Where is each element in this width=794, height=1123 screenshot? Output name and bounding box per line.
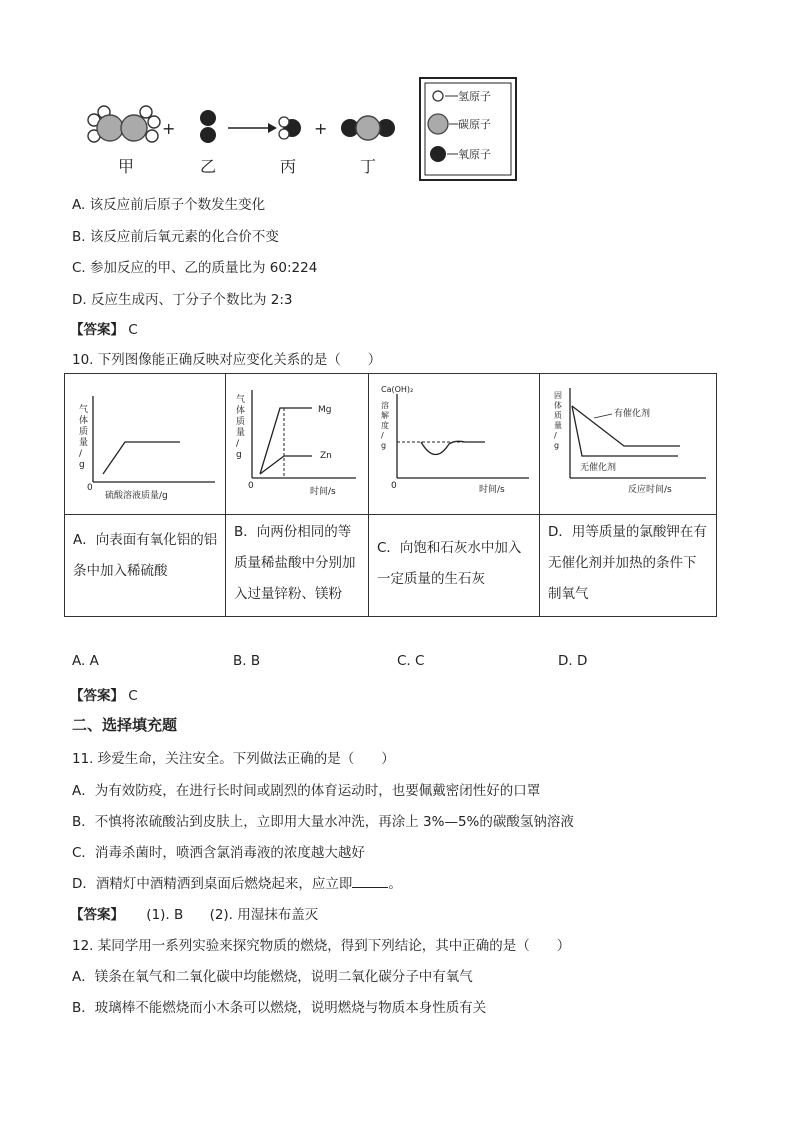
q9-option-d: D. 反应生成丙、丁分子个数比为 2:3 [72, 292, 293, 308]
molecule-ding [341, 116, 395, 140]
graph-d [540, 374, 716, 510]
q10-choice-d: D. D [558, 653, 588, 669]
q11-option-a: A．为有效防疫，在进行长时间或剧烈的体育运动时，也要佩戴密闭性好的口罩 [72, 783, 541, 799]
caption-b [226, 515, 369, 617]
label-yi: 乙 [200, 157, 217, 176]
svg-text:气体质量/g: 气体质量/ g [236, 395, 246, 460]
caption-d-line2: 无催化剂并加热的条件下 [548, 555, 697, 571]
answer-blank[interactable] [352, 875, 388, 888]
atom-legend [420, 78, 516, 180]
caption-b-line1: B．向两份相同的等 [234, 524, 352, 540]
caption-d-line3: 制氧气 [548, 586, 589, 602]
graph-b-mg: Mg [318, 405, 332, 415]
graph-b [226, 374, 368, 510]
caption-c [369, 515, 540, 617]
q9-option-c: C. 参加反应的甲、乙的质量比为 60:224 [72, 260, 318, 276]
graph-b-xlabel: 时间/s [310, 487, 336, 497]
graph-cell-d [540, 374, 717, 515]
caption-d-line1: D．用等质量的氯酸钾在有 [548, 524, 707, 540]
q11-option-d-text: D．酒精灯中酒精洒到桌面后燃烧起来，应立即 [72, 876, 353, 892]
caption-a-line2: 条中加入稀硫酸 [73, 563, 168, 579]
graph-b-zn: Zn [320, 451, 332, 461]
legend-c: 碳原子 [458, 118, 491, 131]
molecule-yi [200, 110, 216, 143]
molecule-jia [88, 106, 160, 142]
q9-answer [70, 318, 138, 338]
legend-h: 氢原子 [458, 90, 491, 103]
graph-c-xlabel: 时间/s [479, 485, 505, 495]
graph-cell-c [369, 374, 540, 515]
svg-text:溶解度/g: 溶解度/ g [381, 401, 389, 450]
q12-option-a: A．镁条在氧气和二氧化碳中均能燃烧，说明二氧化碳分子中有氧气 [72, 969, 473, 985]
svg-text:固体质量/g: 固体质量/ g [554, 391, 562, 450]
q11-stem: 11. 珍爱生命，关注安全。下列做法正确的是（ ） [72, 751, 395, 767]
plus-2: + [314, 119, 328, 138]
answer-part-2: (2). 用湿抹布盖灭 [209, 907, 319, 923]
plus-1: + [162, 119, 176, 138]
answer-tag: 【答案】 [70, 322, 124, 338]
q11-option-c: C．消毒杀菌时，喷洒含氯消毒液的浓度越大越好 [72, 845, 365, 861]
graph-c [369, 374, 539, 510]
caption-d [540, 515, 717, 617]
graph-a-xlabel: 硫酸溶液质量/g [105, 491, 168, 501]
graph-a [65, 374, 225, 510]
molecule-bing [279, 117, 301, 139]
graph-d-without-catalyst: 无催化剂 [580, 463, 617, 473]
answer-tag: 【答案】 [70, 688, 124, 704]
q10-stem: 10. 下列图像能正确反映对应变化关系的是（ ） [72, 352, 382, 368]
caption-a [65, 515, 226, 617]
label-bing: 丙 [280, 157, 297, 176]
q10-choice-a: A. A [72, 653, 99, 669]
graph-b-origin: 0 [248, 481, 254, 491]
q11-answer [70, 903, 318, 923]
q10-table [64, 373, 717, 617]
q9-option-b: B. 该反应前后氧元素的化合价不变 [72, 229, 279, 245]
answer-part-1: (1). B [146, 907, 184, 923]
svg-text:气体质量/g: 气体质量/ g [79, 405, 89, 470]
legend-o: 氧原子 [458, 148, 491, 161]
caption-c-line1: C．向饱和石灰水中加入 [377, 540, 522, 556]
answer-value: C [128, 322, 138, 338]
graph-c-top: Ca(OH)₂ [381, 385, 414, 394]
label-ding: 丁 [360, 157, 377, 176]
graph-d-xlabel: 反应时间/s [628, 485, 672, 495]
answer-value: C [128, 688, 138, 704]
q10-choice-c: C. C [397, 653, 425, 669]
graph-cell-b [226, 374, 369, 515]
label-jia: 甲 [118, 157, 135, 176]
q12-stem: 12. 某同学用一系列实验来探究物质的燃烧，得到下列结论，其中正确的是（ ） [72, 938, 571, 954]
graph-a-origin: 0 [87, 483, 93, 493]
caption-c-line2: 一定质量的生石灰 [377, 571, 485, 587]
q11-option-d-end: 。 [388, 876, 402, 892]
answer-tag: 【答案】 [70, 907, 124, 923]
q11-option-b: B．不慎将浓硫酸沾到皮肤上，立即用大量水冲洗，再涂上 3%—5%的碳酸氢钠溶液 [72, 814, 574, 830]
graph-c-origin: 0 [391, 481, 397, 491]
q10-answer [70, 684, 138, 704]
q9-option-a: A. 该反应前后原子个数发生变化 [72, 197, 266, 213]
q10-choice-b: B. B [233, 653, 261, 669]
graph-d-with-catalyst: 有催化剂 [614, 409, 651, 419]
section-heading: 二、选择填充题 [72, 716, 178, 734]
q12-option-b: B．玻璃棒不能燃烧而小木条可以燃烧，说明燃烧与物质本身性质有关 [72, 1000, 487, 1016]
graph-cell-a [65, 374, 226, 515]
caption-b-line2: 质量稀盐酸中分别加 [234, 555, 356, 571]
caption-b-line3: 入过量锌粉、镁粉 [234, 586, 342, 602]
reaction-diagram [80, 76, 520, 186]
q11-option-d [72, 872, 402, 892]
caption-a-line1: A．向表面有氧化铝的铝 [73, 532, 218, 548]
